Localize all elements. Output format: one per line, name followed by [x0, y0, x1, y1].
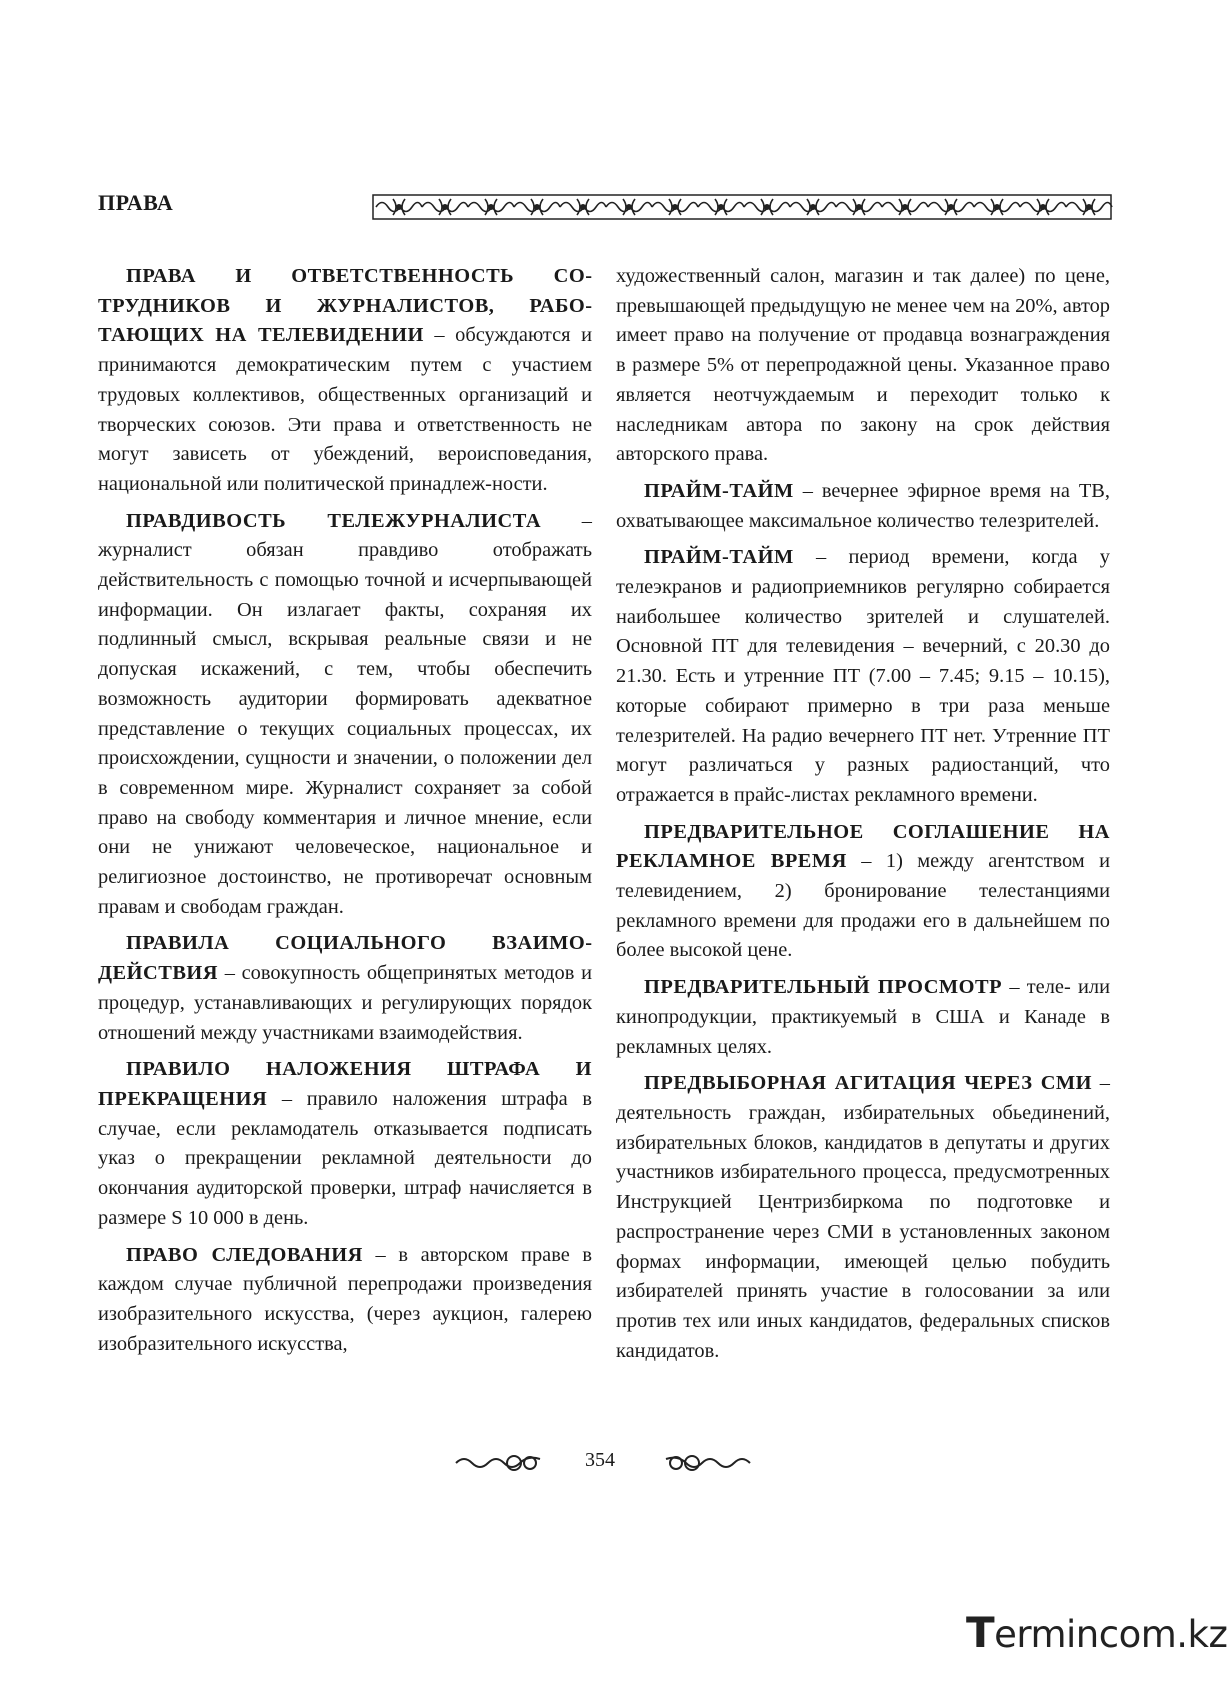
entry-staff-rights	[98, 262, 592, 500]
entry-continuation: художественный салон, магазин и так далее) по цене, превышающей предыдущую не менее чем на 20%, автор имеет право на получение от продавца вознаграждения в размере 5% от перепродажной цены. Указанное право является неотчуждаемым и переходит только к наследникам автора по закону на срок действия авторского права.	[616, 265, 1110, 466]
ornament-motif	[698, 199, 744, 215]
entry-definition: правило наложения штрафа в случае, если рекламодатель отказывается подписать указ о прекращении рекламной деятельности до окончания аудиторской проверки, штраф начисляется в размере S 10 000 в день.	[98, 1087, 592, 1229]
entry-term: ПРАВИЛО НАЛОЖЕНИЯ ШТРАФА И ПРЕКРАЩЕНИЯ	[98, 1058, 592, 1110]
ornament-motif	[422, 199, 468, 215]
left-column	[98, 262, 592, 1366]
entry-definition: деятельность граждан, избирательных обьединений, избирательных блоков, кандидатов в депутаты и других участников избирательного процесса, предусмотренных Инструкцией Центризбиркома по подготовке и распространение через СМИ в установленных законом формах информации, имеющей целью побудить избирателей принять участие в голосовании за или против тех или иных кандидатов, федеральных списков кандидатов.	[616, 1101, 1110, 1362]
entry-social-rules	[98, 929, 592, 1048]
ornament-motif	[606, 199, 652, 215]
left-flourish-icon	[454, 1451, 544, 1475]
entry-resale-right	[98, 1241, 592, 1360]
ornament-band	[372, 194, 1112, 220]
entry-dash: –	[375, 1243, 386, 1266]
dictionary-columns	[98, 262, 1112, 1397]
entry-election-campaign	[616, 1069, 1110, 1366]
entry-preliminary-agreement	[616, 818, 1110, 967]
entry-term: ПРЕДВАРИТЕЛЬНЫЙ ПРОСМОТР	[644, 976, 1003, 999]
right-flourish-icon	[662, 1451, 752, 1475]
site-watermark	[966, 1608, 1227, 1660]
entry-term: ПРАВДИВОСТЬ ТЕЛЕЖУРНАЛИСТА	[126, 509, 542, 532]
entry-term: ПРАЙМ-ТАЙМ	[644, 546, 794, 569]
page-number: 354	[585, 1449, 615, 1471]
entry-dash: –	[581, 509, 592, 532]
ornament-motif	[928, 199, 974, 215]
ornament-motif	[882, 199, 928, 215]
ornament-motif	[1066, 199, 1112, 215]
entry-dash: –	[802, 479, 813, 502]
entry-dash: –	[1099, 1072, 1110, 1095]
entry-fine-rule	[98, 1055, 592, 1233]
ornament-motif	[560, 199, 606, 215]
watermark-text: ermincom.kz	[994, 1613, 1227, 1656]
entry-definition: период времени, когда у телеэкранов и радиоприемников регулярно собирается наибольшее количество зрителей и слушателей. Основной ПТ для телевидения – вечерний, с 20.30 до 21.30. Есть и утренние ПТ (7.00 – 7.45; 9.15 – 10.15), которые собирают примерно в три раза меньше телезрителей. На радио вечернего ПТ нет. Утренние ПТ могут различаться у разных радиостанций, что отражается в прайс-листах рекламного времени.	[616, 546, 1110, 806]
entry-truthfulness	[98, 507, 592, 923]
entry-term: ПРЕДВАРИТЕЛЬНОЕ СОГЛАШЕНИЕ НА РЕКЛАМНОЕ ВРЕМЯ	[616, 820, 1110, 873]
ornament-motif	[790, 199, 836, 215]
entry-term: ПРАВО СЛЕДОВАНИЯ	[126, 1243, 363, 1266]
entry-preview	[616, 973, 1110, 1062]
entry-definition: теле- или кинопродукции, практикуемый в США и Канаде в рекламных целях.	[616, 976, 1110, 1058]
page-footer	[0, 1443, 1191, 1483]
entry-dash: –	[816, 546, 827, 569]
entry-definition: совокупность общепринятых методов и процедур, устанавливающих и регулирующих порядок отношений между участниками взаимодействия.	[98, 962, 592, 1044]
entry-prime-time-1	[616, 477, 1110, 536]
entry-dash: –	[434, 324, 445, 347]
entry-dash: –	[861, 850, 872, 873]
entry-term: ПРАВИЛА СОЦИАЛЬНОГО ВЗАИМОДЕЙСТВИЯ	[98, 932, 592, 985]
right-column	[616, 262, 1110, 1373]
ornament-motif	[468, 199, 514, 215]
ornament-pattern	[372, 194, 1112, 220]
ornament-motif	[376, 199, 422, 215]
entry-dash: –	[224, 962, 235, 985]
entry-term: ПРАЙМ-ТАЙМ	[644, 479, 794, 502]
entry-definition: в авторском праве в каждом случае публичной перепродажи произведения изобразительного искусства, (через аукцион, галерею изобразительного искусства,	[98, 1243, 592, 1355]
watermark-initial: T	[966, 1608, 995, 1657]
ornament-motif	[744, 199, 790, 215]
ornament-motif	[514, 199, 560, 215]
entry-prime-time-2	[616, 543, 1110, 810]
running-head: ПРАВА	[98, 190, 174, 215]
entry-term: ПРЕДВЫБОРНАЯ АГИТАЦИЯ ЧЕРЕЗ СМИ	[644, 1072, 1093, 1095]
ornament-motif	[974, 199, 1020, 215]
entry-definition: журналист обязан правдиво отображать действительность с помощью точной и исчерпывающей информации. Он излагает факты, сохраняя их подлинный смысл, вскрывая реальные связи и не допуская искажений, с тем, чтобы обеспечить возможность аудитории формировать адекватное представление о текущих социальных процессах, их происхождении, сущности и значении, о положении дел в современном мире. Журналист сохраняет за собой право на свободу комментария и личное мнение, если они не унижают человеческое, национальное и религиозное достоинство, не противоречат основным правам и свободам граждан.	[98, 539, 592, 918]
entry-term: ПРАВА И ОТВЕТСТВЕННОСТЬ СОТРУДНИКОВ И ЖУРНАЛИСТОВ, РАБОТАЮЩИХ НА ТЕЛЕВИДЕНИИ	[98, 265, 592, 347]
entry-dash: –	[1009, 976, 1020, 999]
ornament-motif	[836, 199, 882, 215]
entry-definition: обсуждаются и принимаются демократическим путем с участием трудовых коллективов, общественных организаций и творческих союзов. Эти права и ответственность не могут зависеть от убеждений, вероисповедания, национальной или политической принадлеж-ности.	[98, 324, 592, 495]
entry-definition: вечернее эфирное время на ТВ, охватывающее максимальное количество телезрителей.	[616, 479, 1110, 532]
ornament-motif	[1020, 199, 1066, 215]
entry-definition: 1) между агентством и телевидением, 2) бронирование телестанциями рекламного времени для продажи его в дальнейшем по более высокой цене.	[616, 850, 1110, 962]
entry-dash: –	[281, 1087, 293, 1110]
ornament-motif	[652, 199, 698, 215]
